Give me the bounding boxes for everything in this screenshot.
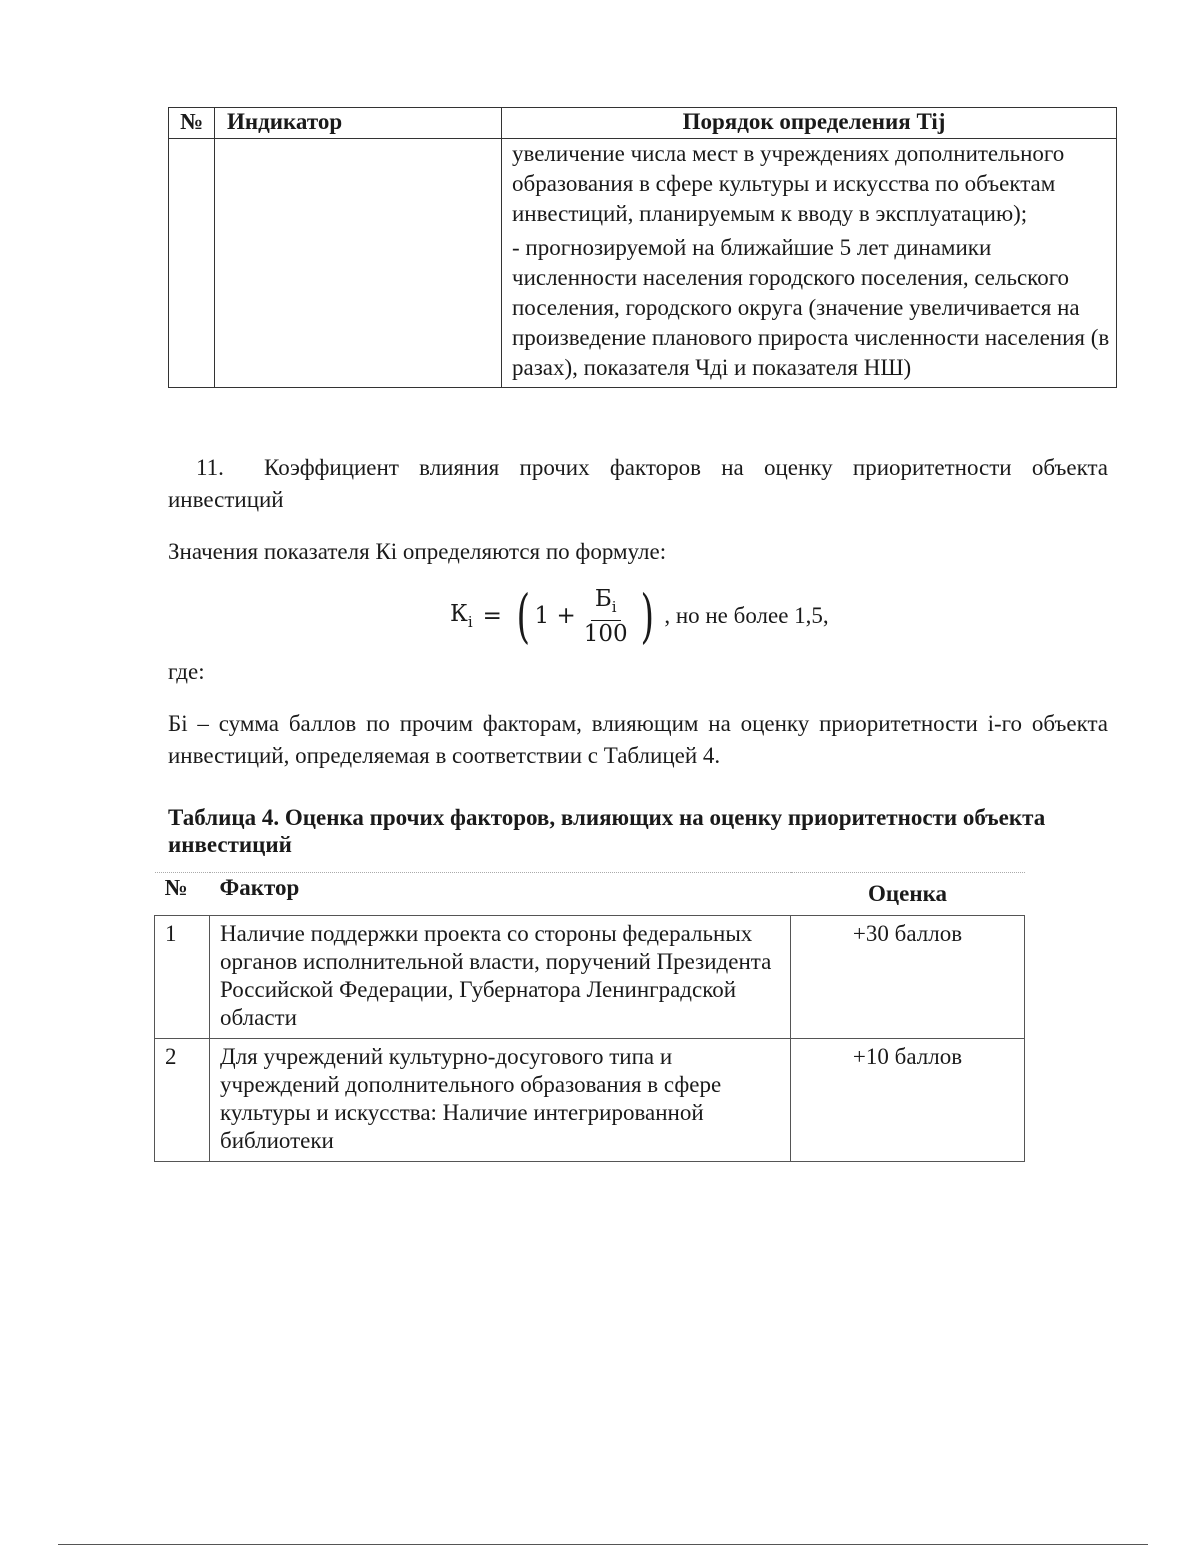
- formula-fraction: [580, 586, 632, 647]
- row-indicator-cell: [215, 139, 502, 388]
- indicator-table-row: [169, 139, 1117, 388]
- factors-table: [154, 872, 1025, 1162]
- ki-formula: [450, 582, 829, 650]
- header-score: Оценка: [791, 873, 1025, 916]
- header-factor: Фактор: [210, 873, 791, 916]
- header-number: №: [169, 108, 215, 139]
- row-method-cell: [502, 139, 1117, 388]
- formula-equals: =: [482, 603, 502, 629]
- formula-one-plus: 1 +: [534, 603, 576, 629]
- row-factor: Для учреждений культурно-досугового типа и учреждений дополнительного образования в сфере культуры и искусства: Наличие интегрированной библиотеки: [210, 1039, 791, 1162]
- formula-tail: , но не более 1,5,: [664, 603, 829, 628]
- where-label: где:: [168, 659, 205, 684]
- row-score: +30 баллов: [791, 916, 1025, 1039]
- table-row: [155, 916, 1025, 1039]
- header-method: Порядок определения Tij: [502, 108, 1117, 139]
- footer-divider: [58, 1544, 1148, 1545]
- left-paren-icon: (: [516, 582, 531, 650]
- table4-title: Таблица 4. Оценка прочих факторов, влияющих на оценку приоритетности объекта инвестиций: [168, 805, 1046, 857]
- table-row: [155, 1039, 1025, 1162]
- header-indicator: Индикатор: [215, 108, 502, 139]
- row-number: 2: [155, 1039, 210, 1162]
- row-number-cell: [169, 139, 215, 388]
- method-paragraph: увеличение числа мест в учреждениях дополнительного образования в сфере культуры и искусства по объектам инвестиций, планируемым к вводу в эксплуатацию);: [512, 141, 1065, 226]
- row-score: +10 баллов: [791, 1039, 1025, 1162]
- fraction-numerator: $Б_i$: [591, 586, 621, 621]
- right-paren-icon: ): [640, 582, 654, 650]
- formula-intro: Значения показателя Кi определяются по формуле:: [168, 539, 667, 564]
- formula-lhs: $К_i$: [450, 601, 473, 631]
- section-text: Коэффициент влияния прочих факторов на оценку приоритетности объекта инвестиций: [168, 455, 1108, 512]
- header-number: №: [155, 873, 210, 916]
- method-paragraph: - прогнозируемой на ближайшие 5 лет динамики численности населения городского поселения, сельского поселения, городского округа (значение увеличивается на произведение планового прироста численности населения (в разах), показателя Чдi и показателя НШ): [512, 235, 1110, 380]
- indicator-table-header: [169, 108, 1117, 139]
- factors-table-header: [155, 873, 1025, 916]
- row-factor: Наличие поддержки проекта со стороны федеральных органов исполнительной власти, поручений Президента Российской Федерации, Губернатора Ленинградской области: [210, 916, 791, 1039]
- fraction-denominator: 100: [583, 620, 628, 647]
- indicator-table: [168, 107, 1117, 388]
- bi-definition: Бi – сумма баллов по прочим факторам, влияющим на оценку приоритетности i-го объекта инвестиций, определяемая в соответствии с Таблицей 4.: [168, 711, 1108, 768]
- section-11-paragraph: [168, 452, 1108, 516]
- row-number: 1: [155, 916, 210, 1039]
- section-number: 11.: [196, 455, 224, 480]
